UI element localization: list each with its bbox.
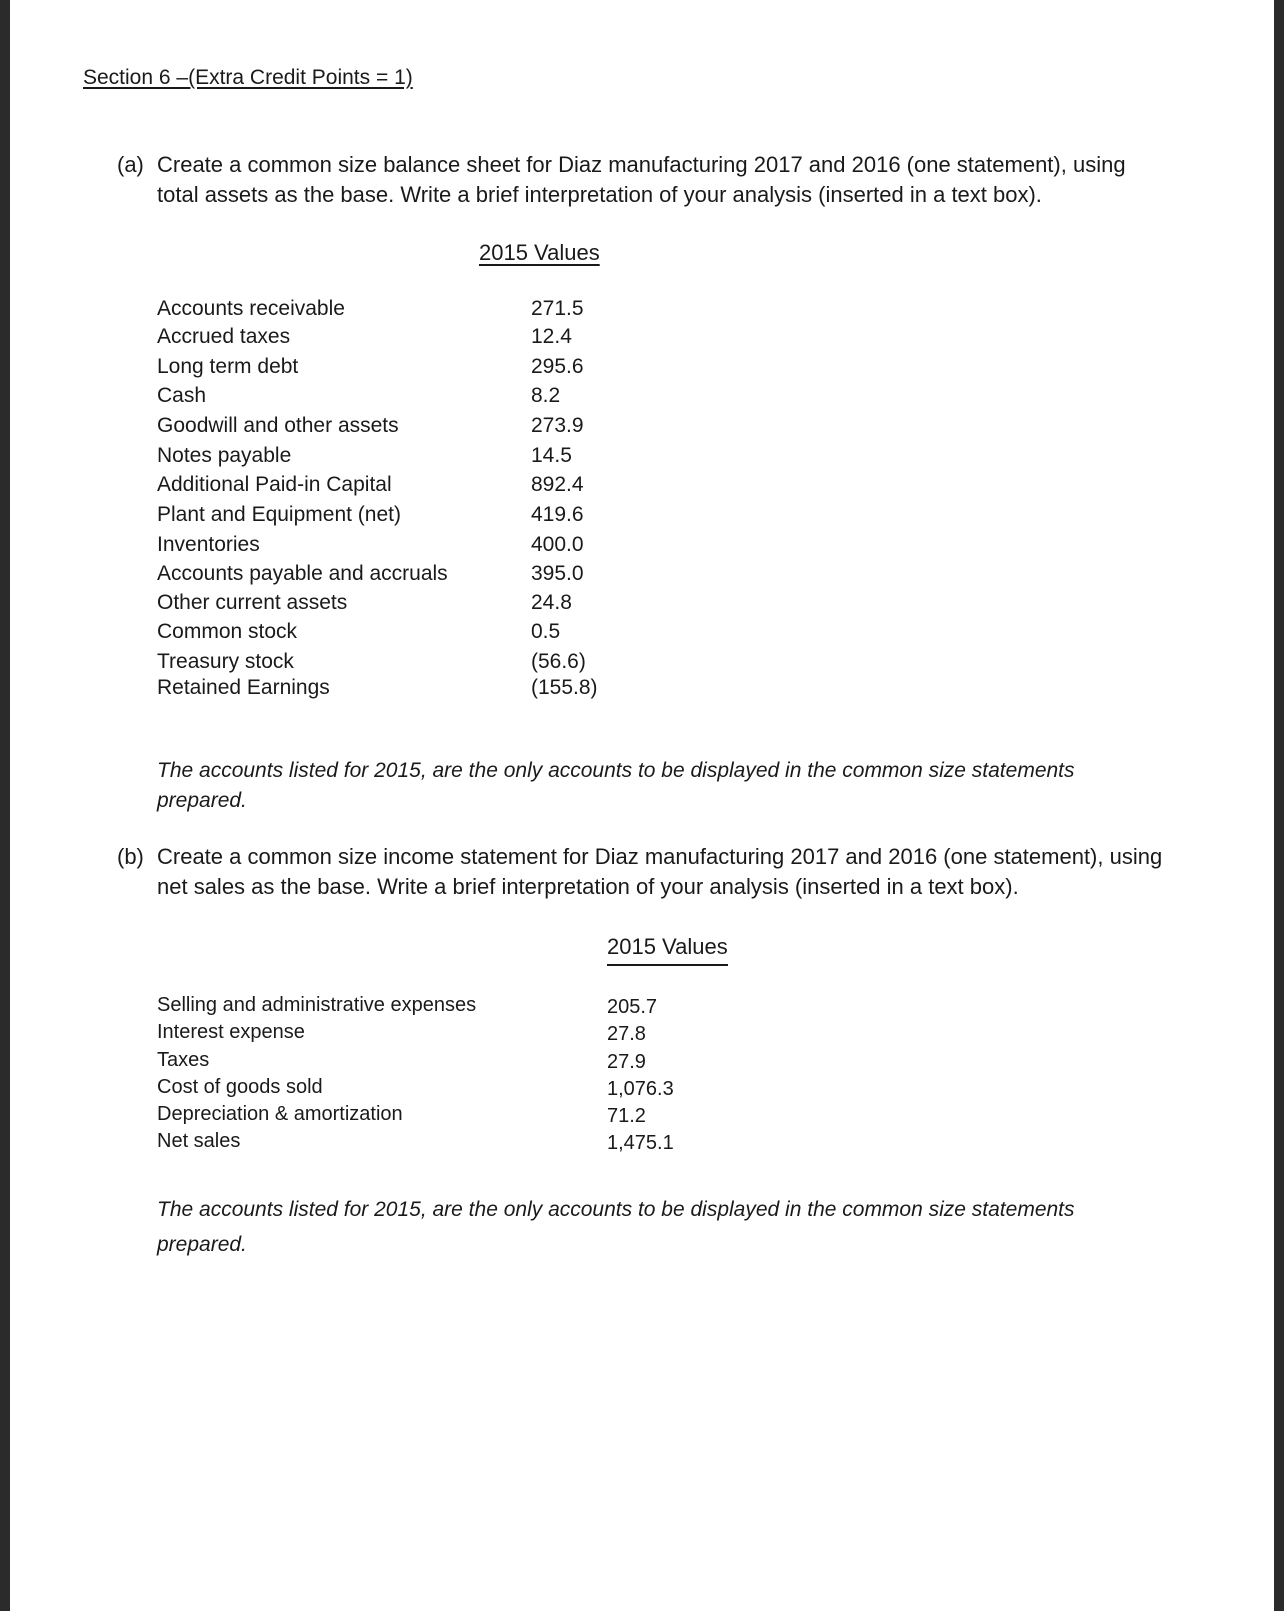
part-a-instruction-line-2: total assets as the base. Write a brief interpretation of your analysis (inserted in a text box). (157, 182, 1042, 207)
account-name: Plant and Equipment (net) (157, 503, 401, 526)
account-name: Long term debt (157, 355, 299, 378)
account-value: 12.4 (531, 325, 572, 348)
part-b-instructions (157, 842, 1267, 902)
part-b-note-line-1: The accounts listed for 2015, are the only accounts to be displayed in the common size statements (157, 1198, 1075, 1221)
part-b-instruction-line-1: Create a common size income statement for Diaz manufacturing 2017 and 2016 (one statement), using (157, 844, 1163, 869)
account-value: 395.0 (531, 562, 584, 585)
document-page (10, 0, 1274, 1611)
part-a-note-line-1: The accounts listed for 2015, are the only accounts to be displayed in the common size statements (157, 759, 1075, 782)
account-name: Other current assets (157, 591, 348, 614)
account-value: 205.7 (607, 996, 658, 1018)
account-value: (155.8) (531, 676, 598, 699)
account-name: Accrued taxes (157, 325, 291, 348)
account-name: Net sales (157, 1130, 241, 1152)
account-value: 71.2 (607, 1105, 646, 1127)
account-name: Cost of goods sold (157, 1076, 323, 1098)
part-b-label: (b) (117, 844, 144, 869)
account-value: 8.2 (531, 384, 561, 407)
account-name: Accounts receivable (157, 297, 345, 320)
account-value: 271.5 (531, 297, 584, 320)
account-name: Inventories (157, 533, 260, 556)
part-b-note (157, 1192, 1257, 1262)
part-a-values-header: 2015 Values (479, 240, 600, 265)
account-value: 419.6 (531, 503, 584, 526)
account-name: Depreciation & amortization (157, 1103, 403, 1125)
part-b-note-line-2: prepared. (157, 1233, 247, 1256)
account-value: 14.5 (531, 444, 572, 467)
account-value: 892.4 (531, 473, 584, 496)
account-value: 1,475.1 (607, 1132, 674, 1154)
account-name: Retained Earnings (157, 676, 330, 699)
account-value: 273.9 (531, 414, 584, 437)
account-name: Notes payable (157, 444, 292, 467)
part-a-instruction-line-1: Create a common size balance sheet for Diaz manufacturing 2017 and 2016 (one statement), using (157, 152, 1126, 177)
part-a-note (157, 756, 1257, 816)
account-value: (56.6) (531, 650, 586, 673)
account-name: Taxes (157, 1049, 210, 1071)
account-value: 24.8 (531, 591, 572, 614)
part-a-instructions (157, 150, 1257, 210)
account-name: Cash (157, 384, 207, 407)
account-value: 0.5 (531, 620, 561, 643)
account-name: Common stock (157, 620, 298, 643)
account-name: Accounts payable and accruals (157, 562, 448, 585)
part-b-instruction-line-2: net sales as the base. Write a brief interpretation of your analysis (inserted in a text box). (157, 874, 1019, 899)
section-title: Section 6 –(Extra Credit Points = 1) (83, 66, 413, 89)
account-name: Additional Paid-in Capital (157, 473, 392, 496)
part-a-note-line-2: prepared. (157, 789, 247, 812)
account-value: 1,076.3 (607, 1078, 674, 1100)
part-b-values-header: 2015 Values (607, 934, 728, 966)
account-value: 27.8 (607, 1023, 646, 1045)
account-value: 400.0 (531, 533, 584, 556)
part-a-label: (a) (117, 152, 144, 177)
account-name: Selling and administrative expenses (157, 994, 477, 1016)
account-name: Treasury stock (157, 650, 294, 673)
account-name: Goodwill and other assets (157, 414, 399, 437)
account-name: Interest expense (157, 1021, 305, 1043)
account-value: 295.6 (531, 355, 584, 378)
account-value: 27.9 (607, 1051, 646, 1073)
